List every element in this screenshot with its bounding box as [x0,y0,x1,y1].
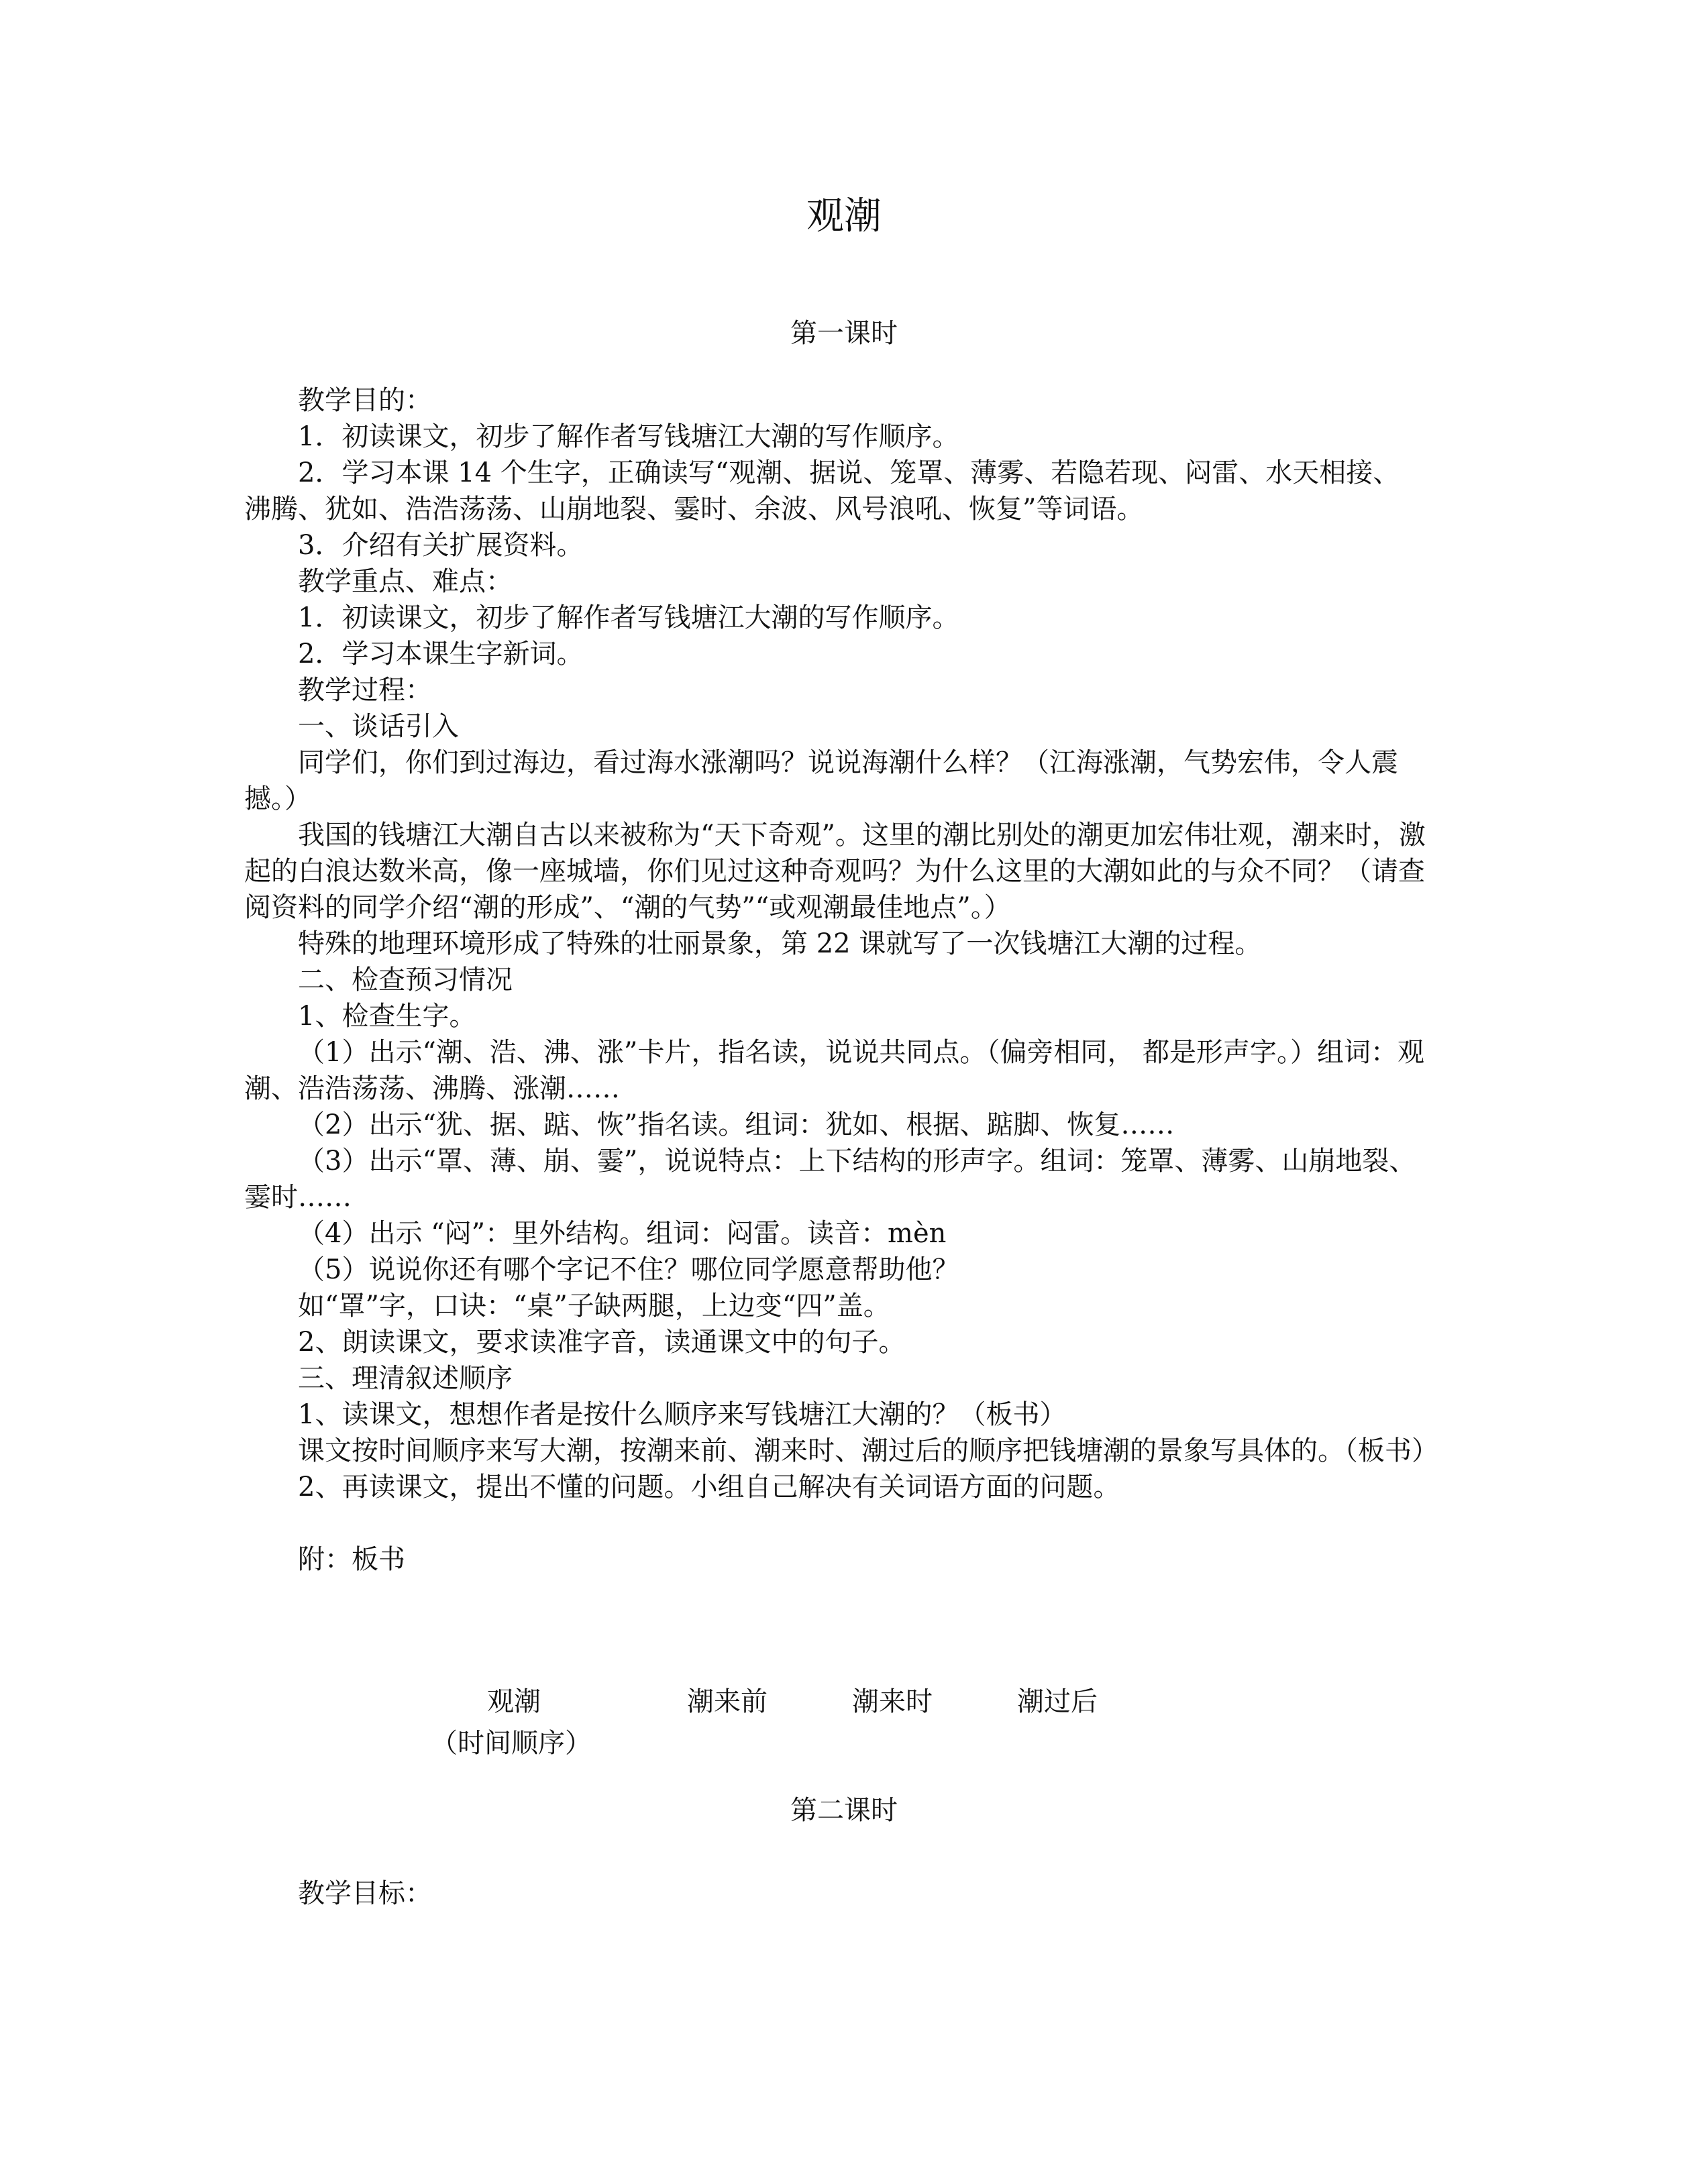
lesson1-heading: 第一课时 [790,318,898,349]
paragraph: 1、读课文，想想作者是按什么顺序来写钱塘江大潮的？（板书） [298,1399,1067,1430]
paragraph: 2．学习本课生字新词。 [298,639,584,669]
paragraph: 1、检查生字。 [298,1001,476,1032]
paragraph: 二、检查预习情况 [298,965,513,995]
paragraph: 一、谈话引入 [298,711,459,742]
board-note: （时间顺序） [431,1728,592,1759]
lesson2-objective: 教学目标： [298,1878,432,1909]
paragraph: 2．学习本课 14 个生字，正确读写“观潮、据说、笼罩、薄雾、若隐若现、闷雷、水天相接、沸腾、犹如、浩浩荡荡、山崩地裂、霎时、余波、风号浪吼、恢复”等词语。 [244,457,1400,525]
paragraph: 教学重点、难点： [298,566,513,597]
blackboard-summary [0,1684,1688,1724]
lesson2-heading: 第二课时 [790,1795,898,1826]
paragraph: 教学目的： [298,385,432,416]
board-stage: 潮来前 [687,1686,768,1717]
board-stage: 潮来时 [852,1686,933,1717]
paragraph: 教学过程： [298,675,432,706]
paragraph: （1）出示“潮、浩、沸、涨”卡片，指名读，说说共同点。（偏旁相同， 都是形声字。）组词：观潮、浩浩荡荡、沸腾、涨潮…… [244,1037,1425,1104]
board-stage: 潮过后 [1017,1686,1098,1717]
paragraph: 特殊的地理环境形成了特殊的壮丽景象，第 22 课就写了一次钱塘江大潮的过程。 [298,928,1262,959]
paragraph: （4）出示 “闷”：里外结构。组词：闷雷。读音：mèn [298,1218,947,1249]
paragraph: 2、再读课文，提出不懂的问题。小组自己解决有关词语方面的问题。 [298,1472,1120,1503]
paragraph: 2、朗读课文，要求读准字音，读通课文中的句子。 [298,1327,906,1358]
board-title: 观潮 [487,1686,541,1717]
paragraph: （5）说说你还有哪个字记不住？哪位同学愿意帮助他？ [298,1254,959,1285]
document-title: 观潮 [806,195,882,238]
paragraph: 3．介绍有关扩展资料。 [298,530,584,561]
paragraph: 我国的钱塘江大潮自古以来被称为“天下奇观”。这里的潮比别处的潮更加宏伟壮观，潮来时，激起的白浪达数米高，像一座城墙，你们见过这种奇观吗？为什么这里的大潮如此的与众不同？（请查阅资料的同学介绍“潮的形成”、“潮的气势”“或观潮最佳地点”。） [244,820,1426,923]
paragraph: 1．初读课文，初步了解作者写钱塘江大潮的写作顺序。 [298,602,959,633]
paragraph: 三、理清叙述顺序 [298,1363,513,1394]
paragraph: 同学们，你们到过海边，看过海水涨潮吗？说说海潮什么样？（江海涨潮，气势宏伟，令人震撼。） [244,747,1398,814]
lesson1-body [244,382,1438,1578]
paragraph: （2）出示“犹、据、踮、恢”指名读。组词：犹如、根据、踮脚、恢复…… [298,1109,1175,1140]
paragraph: 如“罩”字，口诀：“桌”子缺两腿，上边变“四”盖。 [298,1291,890,1321]
board-label: 附：板书 [298,1544,405,1575]
paragraph: （3）出示“罩、薄、崩、霎”，说说特点：上下结构的形声字。组词：笼罩、薄雾、山崩地裂、霎时…… [244,1146,1416,1213]
paragraph: 1．初读课文，初步了解作者写钱塘江大潮的写作顺序。 [298,421,959,452]
paragraph: 课文按时间顺序来写大潮，按潮来前、潮来时、潮过后的顺序把钱塘潮的景象写具体的。（板书） [298,1435,1438,1466]
